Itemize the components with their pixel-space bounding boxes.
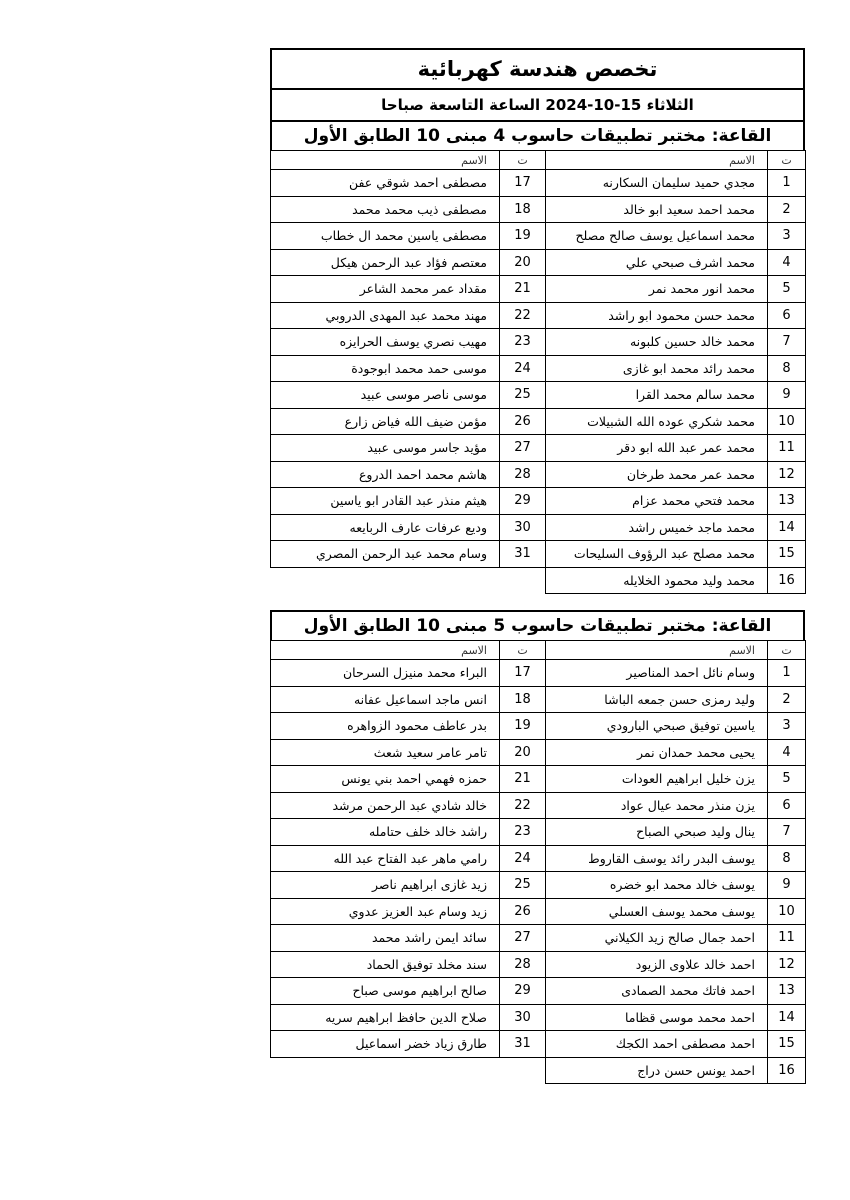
student-number: 31 [500, 1031, 546, 1058]
student-name: محمد فتحي محمد عزام [546, 488, 768, 515]
student-name: معتصم فؤاد عبد الرحمن هيكل [271, 249, 500, 276]
student-name: احمد يونس حسن دراج [546, 1057, 768, 1084]
student-name: محمد رائد محمد ابو غازى [546, 355, 768, 382]
empty-cell [271, 567, 500, 594]
student-name: احمد محمد موسى قظاما [546, 1004, 768, 1031]
student-number: 5 [768, 276, 806, 303]
hall-section-2 [270, 610, 805, 640]
table-row [271, 329, 806, 356]
student-number: 2 [768, 686, 806, 713]
student-name: محمد خالد حسين كلبونه [546, 329, 768, 356]
student-name: محمد سالم محمد القرا [546, 382, 768, 409]
student-name: حمزه فهمي احمد بني يونس [271, 766, 500, 793]
student-name: محمد اشرف صبحي علي [546, 249, 768, 276]
student-number: 4 [768, 739, 806, 766]
student-number: 16 [768, 567, 806, 594]
student-name: وسام نائل احمد المناصير [546, 660, 768, 687]
student-name: احمد مصطفى احمد الكجك [546, 1031, 768, 1058]
student-name: مصطفى ذيب محمد محمد [271, 196, 500, 223]
student-name: طارق زياد خضر اسماعيل [271, 1031, 500, 1058]
student-number: 23 [500, 819, 546, 846]
student-name: مهند محمد عبد المهدى الدروبي [271, 302, 500, 329]
table-row [271, 978, 806, 1005]
table-row [271, 408, 806, 435]
student-name: مصطفى احمد شوقي عفن [271, 170, 500, 197]
table-row [271, 845, 806, 872]
student-number: 24 [500, 355, 546, 382]
student-name: محمد ماجد خميس راشد [546, 514, 768, 541]
student-name: يزن منذر محمد عيال عواد [546, 792, 768, 819]
document-header [270, 48, 805, 122]
table-row [271, 435, 806, 462]
student-name: وسام محمد عبد الرحمن المصري [271, 541, 500, 568]
student-number: 8 [768, 845, 806, 872]
student-number: 29 [500, 978, 546, 1005]
table-row [271, 170, 806, 197]
student-number: 17 [500, 170, 546, 197]
student-name: موسى ناصر موسى عبيد [271, 382, 500, 409]
student-number: 30 [500, 1004, 546, 1031]
student-number: 8 [768, 355, 806, 382]
column-header-number: ت [500, 151, 546, 170]
hall-title: القاعة: مختبر تطبيقات حاسوب 5 مبنى 10 الطابق الأول [270, 610, 805, 640]
student-number: 29 [500, 488, 546, 515]
student-name: محمد احمد سعيد ابو خالد [546, 196, 768, 223]
student-number: 1 [768, 170, 806, 197]
student-number: 17 [500, 660, 546, 687]
student-name: وديع عرفات عارف الربايعه [271, 514, 500, 541]
table-row [271, 951, 806, 978]
table-row [271, 1031, 806, 1058]
student-name: هيثم منذر عبد القادر ابو ياسين [271, 488, 500, 515]
table-row [271, 382, 806, 409]
student-number: 28 [500, 461, 546, 488]
student-name: محمد وليد محمود الخلايله [546, 567, 768, 594]
student-number: 16 [768, 1057, 806, 1084]
student-name: راشد خالد خلف حتامله [271, 819, 500, 846]
student-name: احمد جمال صالح زيد الكيلاني [546, 925, 768, 952]
student-name: يوسف البدر رائد يوسف القاروط [546, 845, 768, 872]
student-number: 4 [768, 249, 806, 276]
student-name: صالح ابراهيم موسى صباح [271, 978, 500, 1005]
student-name: البراء محمد منيزل السرحان [271, 660, 500, 687]
student-number: 15 [768, 541, 806, 568]
student-number: 5 [768, 766, 806, 793]
table-header-row [271, 641, 806, 660]
student-number: 13 [768, 488, 806, 515]
student-number: 14 [768, 1004, 806, 1031]
student-number: 23 [500, 329, 546, 356]
column-header-number: ت [768, 641, 806, 660]
empty-cell [500, 567, 546, 594]
student-name: مصطفى ياسين محمد ال خطاب [271, 223, 500, 250]
students-table-1 [270, 150, 806, 594]
student-name: احمد خالد علاوى الزيود [546, 951, 768, 978]
student-number: 11 [768, 925, 806, 952]
student-name: زيد غازى ابراهيم ناصر [271, 872, 500, 899]
student-number: 12 [768, 951, 806, 978]
student-number: 3 [768, 713, 806, 740]
student-name: يحيى محمد حمدان نمر [546, 739, 768, 766]
student-name: يزن خليل ابراهيم العودات [546, 766, 768, 793]
student-number: 22 [500, 302, 546, 329]
table-row [271, 355, 806, 382]
student-number: 28 [500, 951, 546, 978]
student-number: 13 [768, 978, 806, 1005]
empty-cell [271, 1057, 500, 1084]
student-name: وليد رمزى حسن جمعه الباشا [546, 686, 768, 713]
student-name: صلاح الدين حافظ ابراهيم سريه [271, 1004, 500, 1031]
student-number: 27 [500, 925, 546, 952]
table-row [271, 276, 806, 303]
student-number: 12 [768, 461, 806, 488]
student-name: سند مخلد توفيق الحماد [271, 951, 500, 978]
student-number: 2 [768, 196, 806, 223]
student-name: مقداد عمر محمد الشاعر [271, 276, 500, 303]
table-row [271, 766, 806, 793]
student-name: محمد مصلح عبد الرؤوف السليحات [546, 541, 768, 568]
table-row [271, 686, 806, 713]
student-number: 6 [768, 792, 806, 819]
student-number: 19 [500, 223, 546, 250]
student-name: بدر عاطف محمود الزواهره [271, 713, 500, 740]
table-row [271, 925, 806, 952]
student-number: 25 [500, 872, 546, 899]
student-name: تامر عامر سعيد شعث [271, 739, 500, 766]
page-title: تخصص هندسة كهربائية [417, 57, 658, 81]
student-name: مؤمن ضيف الله فياض زارع [271, 408, 500, 435]
table-row [271, 1004, 806, 1031]
student-number: 21 [500, 766, 546, 793]
table-row [271, 713, 806, 740]
students-table-2 [270, 640, 806, 1084]
student-number: 6 [768, 302, 806, 329]
student-name: يوسف محمد يوسف العسلي [546, 898, 768, 925]
student-number: 9 [768, 382, 806, 409]
table-header-row [271, 151, 806, 170]
student-number: 24 [500, 845, 546, 872]
student-name: محمد اسماعيل يوسف صالح مصلح [546, 223, 768, 250]
student-number: 20 [500, 739, 546, 766]
student-number: 15 [768, 1031, 806, 1058]
student-name: زيد وسام عبد العزيز عدوي [271, 898, 500, 925]
student-name: مؤيد جاسر موسى عبيد [271, 435, 500, 462]
student-number: 20 [500, 249, 546, 276]
student-number: 26 [500, 898, 546, 925]
student-number: 19 [500, 713, 546, 740]
student-number: 11 [768, 435, 806, 462]
student-number: 18 [500, 196, 546, 223]
student-number: 10 [768, 408, 806, 435]
column-header-name: الاسم [271, 151, 500, 170]
column-header-name: الاسم [546, 641, 768, 660]
student-name: احمد فاتك محمد الصمادى [546, 978, 768, 1005]
student-number: 30 [500, 514, 546, 541]
student-name: انس ماجد اسماعيل عفانه [271, 686, 500, 713]
student-number: 9 [768, 872, 806, 899]
student-number: 18 [500, 686, 546, 713]
student-number: 31 [500, 541, 546, 568]
student-name: سائد ايمن راشد محمد [271, 925, 500, 952]
table-row [271, 898, 806, 925]
table-row [271, 302, 806, 329]
exam-date-line: الثلاثاء 15-10-2024 الساعة التاسعة صباحا [272, 88, 803, 120]
student-name: مجدي حميد سليمان السكارنه [546, 170, 768, 197]
student-name: هاشم محمد احمد الدروع [271, 461, 500, 488]
table-row [271, 541, 806, 568]
column-header-name: الاسم [271, 641, 500, 660]
hall-section-1 [270, 120, 805, 150]
student-number: 7 [768, 329, 806, 356]
table-row [271, 514, 806, 541]
table-row [271, 872, 806, 899]
table-row [271, 488, 806, 515]
table-row [271, 567, 806, 594]
table-row [271, 1057, 806, 1084]
student-number: 7 [768, 819, 806, 846]
table-row [271, 792, 806, 819]
table-row [271, 461, 806, 488]
student-number: 21 [500, 276, 546, 303]
student-name: مهيب نصري يوسف الحرايزه [271, 329, 500, 356]
hall-title: القاعة: مختبر تطبيقات حاسوب 4 مبنى 10 الطابق الأول [270, 120, 805, 150]
column-header-name: الاسم [546, 151, 768, 170]
student-name: محمد حسن محمود ابو راشد [546, 302, 768, 329]
student-number: 10 [768, 898, 806, 925]
student-name: ياسين توفيق صبحي البارودي [546, 713, 768, 740]
student-name: ينال وليد صبحي الصباح [546, 819, 768, 846]
student-name: محمد عمر عبد الله ابو دقر [546, 435, 768, 462]
student-number: 3 [768, 223, 806, 250]
student-name: موسى حمد محمد ابوجودة [271, 355, 500, 382]
student-name: خالد شادي عبد الرحمن مرشد [271, 792, 500, 819]
student-name: محمد انور محمد نمر [546, 276, 768, 303]
student-number: 14 [768, 514, 806, 541]
table-row [271, 739, 806, 766]
student-number: 25 [500, 382, 546, 409]
empty-cell [500, 1057, 546, 1084]
table-row [271, 660, 806, 687]
student-name: يوسف خالد محمد ابو خضره [546, 872, 768, 899]
student-name: محمد شكري عوده الله الشبيلات [546, 408, 768, 435]
student-number: 22 [500, 792, 546, 819]
table-row [271, 249, 806, 276]
table-row [271, 196, 806, 223]
student-number: 1 [768, 660, 806, 687]
table-row [271, 223, 806, 250]
student-number: 26 [500, 408, 546, 435]
column-header-number: ت [500, 641, 546, 660]
student-name: محمد عمر محمد طرخان [546, 461, 768, 488]
student-name: رامي ماهر عبد الفتاح عبد الله [271, 845, 500, 872]
column-header-number: ت [768, 151, 806, 170]
table-row [271, 819, 806, 846]
student-number: 27 [500, 435, 546, 462]
